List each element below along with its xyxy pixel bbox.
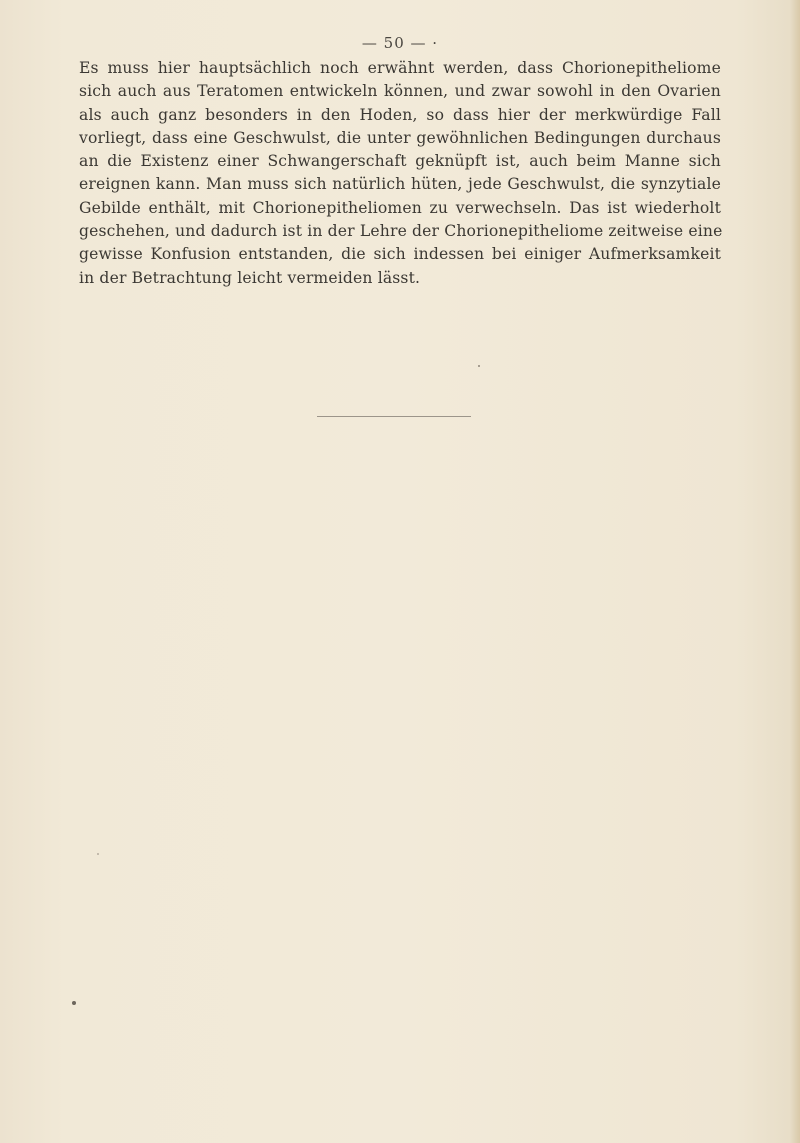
section-divider — [317, 416, 471, 417]
body-paragraph — [79, 57, 721, 290]
paper-speck — [478, 365, 480, 367]
text-line: an die Existenz einer Schwangerschaft geknüpft ist, auch beim Manne sich — [79, 152, 721, 171]
text-line: geschehen, und dadurch ist in der Lehre der Chorionepitheliome zeitweise eine — [79, 222, 723, 241]
page-number: — 50 — · — [361, 34, 439, 52]
page-edge-shadow — [790, 0, 800, 1143]
text-line: als auch ganz besonders in den Hoden, so dass hier der merkwürdige Fall — [79, 105, 721, 124]
text-line: gewisse Konfusion entstanden, die sich indessen bei einiger Aufmerksamkeit — [79, 245, 721, 264]
text-line: in der Betrachtung leicht vermeiden lässt. — [79, 268, 421, 287]
paper-speck — [97, 853, 99, 855]
text-line: sich auch aus Teratomen entwickeln können, und zwar sowohl in den Ovarien — [79, 82, 721, 101]
text-line: Gebilde enthält, mit Chorionepitheliomen zu verwechseln. Das ist wiederholt — [79, 198, 721, 217]
text-line: Es muss hier hauptsächlich noch erwähnt werden, dass Chorionepitheliome — [79, 59, 721, 77]
text-line: ereignen kann. Man muss sich natürlich hüten, jede Geschwulst, die synzytiale — [79, 175, 721, 194]
paper-speck — [72, 1001, 76, 1005]
text-line: vorliegt, dass eine Geschwulst, die unter gewöhnlichen Bedingungen durchaus — [79, 128, 721, 147]
